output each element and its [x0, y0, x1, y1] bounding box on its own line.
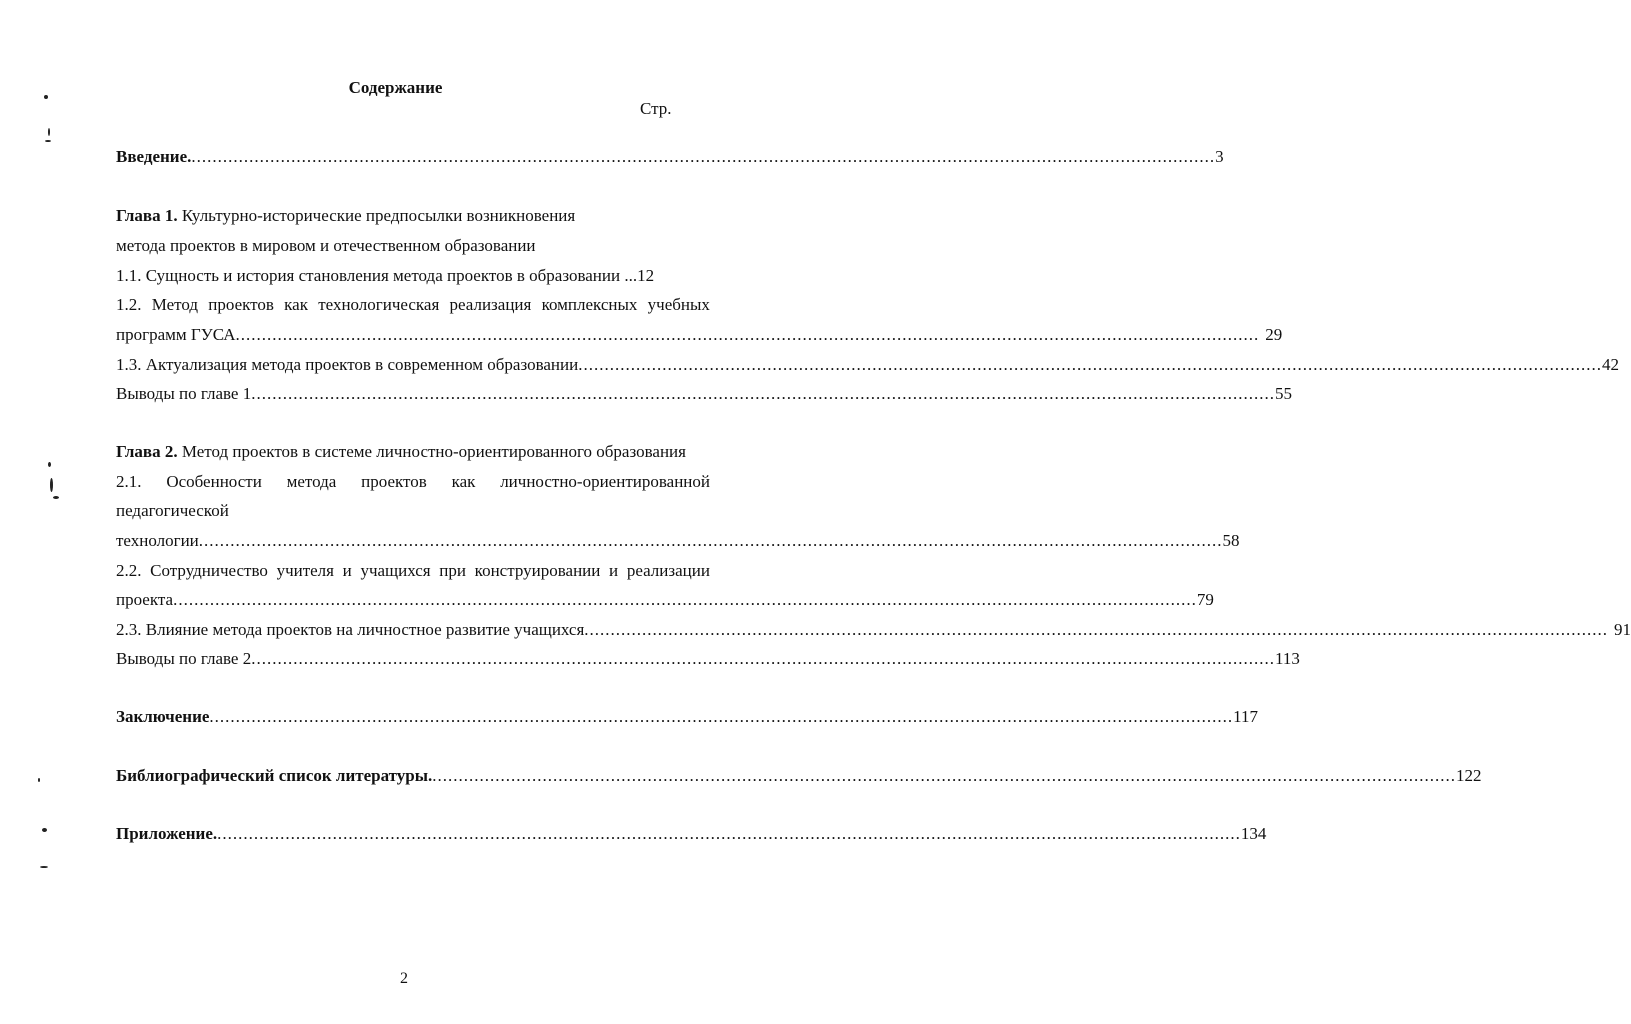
- scan-speck: [48, 128, 50, 136]
- word: Сотрудничество: [150, 561, 268, 580]
- toc-entry-label: 1.3. Актуализация метода проектов в современном образовании: [116, 355, 579, 374]
- toc-dots: ...................................................................................................................................................................................................: [584, 620, 1609, 639]
- word: учебных: [647, 295, 710, 314]
- word: Особенности: [166, 472, 262, 491]
- toc-entry-label: Приложение.: [116, 824, 218, 843]
- toc-page-number: 42: [1601, 355, 1619, 374]
- toc-dots: ...................................................................................................................................................................................................: [578, 355, 1602, 374]
- word: технологическая: [318, 295, 440, 314]
- toc-entry-2-2-cont: [116, 590, 1214, 610]
- toc-entry-conclusion: [116, 707, 1259, 727]
- toc-entry-1-3: [116, 355, 1619, 375]
- chapter-title-text: Культурно-исторические предпосылки возникновения: [177, 206, 576, 225]
- scan-speck: [48, 462, 51, 467]
- chapter-title-text: Метод проектов в системе личностно-ориентированного образования: [177, 442, 686, 461]
- toc-entry-appendix: [116, 824, 1267, 844]
- word: метода: [286, 472, 337, 491]
- word: и: [342, 561, 352, 580]
- toc-page-number: 113: [1274, 649, 1300, 668]
- toc-entry-label: проекта: [116, 590, 174, 609]
- toc-page-number: 55: [1274, 384, 1292, 403]
- scan-speck: [45, 140, 51, 142]
- toc-dots: ...................................................................................................................................................................................................: [191, 147, 1216, 166]
- toc-page-number: 29: [1265, 325, 1283, 344]
- word: реализации: [626, 561, 710, 580]
- toc-title: Содержание: [348, 78, 443, 97]
- scan-speck: [42, 828, 47, 832]
- scan-speck: [50, 478, 53, 492]
- toc-entry-2-3: [116, 620, 1631, 640]
- toc-dots: ...................................................................................................................................................................................................: [251, 649, 1275, 668]
- toc-entry-1-2-cont: [116, 325, 1283, 345]
- toc-entry-label: Выводы по главе 2: [116, 649, 252, 668]
- toc-entry-label: 2.3. Влияние метода проектов на личностное развитие учащихся: [116, 620, 585, 639]
- word: личностно-ориентированной: [500, 472, 710, 491]
- toc-entry-label: 1.1. Сущность и история становления метода проектов в образовании ...: [116, 266, 638, 285]
- scan-speck: [53, 496, 59, 499]
- page-number: 2: [400, 970, 408, 987]
- word: комплексных: [541, 295, 638, 314]
- toc-dots: ...................................................................................................................................................................................................: [209, 707, 1234, 726]
- toc-page-number: 12: [637, 266, 655, 285]
- toc-entry-label: Библиографический список литературы.: [116, 766, 433, 785]
- toc-entry-label: программ ГУСА: [116, 325, 236, 344]
- toc-dots: ...................................................................................................................................................................................................: [217, 824, 1241, 843]
- toc-dots: ...................................................................................................................................................................................................: [432, 766, 1457, 785]
- toc-page-number: 122: [1456, 766, 1482, 785]
- toc-page-number: 58: [1222, 531, 1240, 550]
- toc-entry-label: Выводы по главе 1: [116, 384, 252, 403]
- toc-entry-conclusions-1: [116, 384, 1292, 404]
- word: конструировании: [474, 561, 601, 580]
- word: как: [284, 295, 308, 314]
- word: при: [439, 561, 466, 580]
- page-column-header: Стр.: [640, 99, 672, 118]
- chapter-prefix: Глава 2.: [116, 442, 178, 461]
- chapter-1-title: [116, 206, 710, 226]
- toc-dots: ...................................................................................................................................................................................................: [235, 325, 1260, 344]
- toc-entry-2-1-cont2: [116, 531, 1240, 551]
- toc-entry-bibliography: [116, 766, 1482, 786]
- word: проектов: [208, 295, 274, 314]
- word: 2.2.: [116, 561, 142, 580]
- word: проектов: [361, 472, 427, 491]
- toc-entry-1-2: [116, 295, 710, 315]
- toc-entry-conclusions-2: [116, 649, 1300, 669]
- toc-entry-2-1-cont: педагогической: [116, 501, 229, 520]
- word: учащихся: [360, 561, 431, 580]
- toc-dots: ...................................................................................................................................................................................................: [251, 384, 1275, 403]
- word: как: [451, 472, 476, 491]
- toc-entry-intro: [116, 147, 1224, 167]
- toc-page-number: 3: [1215, 147, 1224, 166]
- scan-speck: [38, 778, 40, 782]
- scan-speck: [40, 866, 48, 868]
- word: 1.2.: [116, 295, 142, 314]
- toc-entry-label: Введение.: [116, 147, 192, 166]
- toc-entry-label: Заключение: [116, 707, 210, 726]
- toc-page-number: 79: [1196, 590, 1214, 609]
- toc-page-number: 117: [1233, 707, 1259, 726]
- chapter-2-title: [116, 442, 710, 462]
- toc-entry-2-2: [116, 561, 710, 581]
- scan-speck: [44, 95, 48, 99]
- chapter-prefix: Глава 1.: [116, 206, 178, 225]
- chapter-1-title-cont: метода проектов в мировом и отечественном образовании: [116, 236, 536, 255]
- word: Метод: [151, 295, 199, 314]
- toc-page-number: 134: [1240, 824, 1267, 843]
- word: реализация: [449, 295, 532, 314]
- word: учителя: [276, 561, 334, 580]
- toc-entry-2-1: [116, 472, 710, 492]
- toc-dots: ...................................................................................................................................................................................................: [173, 590, 1197, 609]
- word: 2.1.: [116, 472, 142, 491]
- toc-page-number: 91: [1614, 620, 1631, 639]
- toc-entry-1-1: [116, 266, 710, 286]
- toc-entry-label: технологии: [116, 531, 199, 550]
- word: и: [609, 561, 619, 580]
- toc-dots: ...................................................................................................................................................................................................: [198, 531, 1223, 550]
